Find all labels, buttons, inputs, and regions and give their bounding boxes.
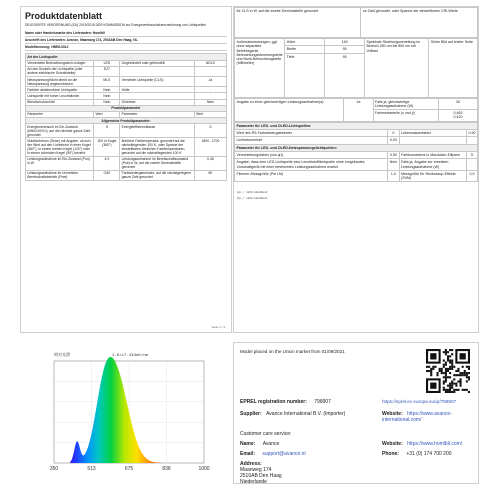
general-cell: 80 <box>194 170 226 180</box>
address-label: Address: <box>240 461 262 467</box>
spectrum-scale: 1.0×17.4X4eK/nm <box>112 354 149 358</box>
type-cell: Ungebündelt oder gebündelt: <box>120 60 194 66</box>
type-cell: MLS <box>94 76 120 86</box>
mains-cell: 5 <box>466 151 477 158</box>
name-value: Avance <box>262 441 280 447</box>
eprel-link[interactable]: https://eprel.ec.europa.eu/qr/798907 <box>382 399 457 404</box>
param-header-2: Wert <box>94 111 120 117</box>
website-row <box>382 411 474 423</box>
qr-code-icon[interactable] <box>426 349 470 393</box>
type-cell: Nein <box>94 99 120 105</box>
continuation-table <box>234 7 478 38</box>
general-row <box>26 124 227 138</box>
spectrum-tick-label: 675 <box>124 466 134 472</box>
led-row <box>235 137 478 144</box>
general-cell: 0,50 <box>94 170 120 180</box>
general-cell: Energieeffizienzklasse <box>120 124 194 138</box>
name-label: Name: <box>240 441 256 447</box>
mains-cell: 0,50 <box>388 151 399 158</box>
general-row <box>26 156 227 170</box>
datasheet-page-2 <box>233 6 479 333</box>
general-cell: 300 in Kugel (360°) <box>94 138 120 156</box>
type-cell: E27 <box>94 66 120 76</box>
mains-cell: 0,9 <box>466 170 477 182</box>
led-row <box>235 130 478 137</box>
type-cell: LED <box>94 60 120 66</box>
phone-value: +31 (0) 174 700 200 <box>406 451 452 457</box>
general-cell: 4,9 <box>94 156 120 170</box>
general-cell: ähnliche Farbtemperatur, gerundet auf die nächstliegenden 100 K, oder Spanne der einstellbaren ähnlichen Farbtemperaturen, gerundet auf die nächstliegenden 100 K <box>120 138 194 156</box>
eprel-reg-label: EPREL registration number: <box>240 399 307 405</box>
spectrum-plot <box>20 345 232 483</box>
general-cell: Leistungsaufnahme im vernetzten Bereitschaftsbetrieb (Pnet) <box>26 170 94 180</box>
type-cell: Hülle: <box>120 87 194 93</box>
dim-width-label: Breite <box>285 46 325 53</box>
general-cell: Leistungsaufnahme im Bereitschaftszustand (Psb) in W, auf die zweite Dezimalstelle gerundet <box>120 156 194 170</box>
supplier-value: Avance International B.V. (Importer) <box>266 411 346 417</box>
address-line: Anschrift des Lieferanten: Avance, Maanweg 174, 2516AB Den Haag, NL <box>25 37 227 44</box>
param-section-heading: Produktparameter <box>26 105 227 111</box>
website-label: Website: <box>382 411 403 417</box>
address-block <box>240 461 282 484</box>
spectrum-tick-label: 1000 <box>198 466 210 472</box>
general-cell: Energieverbrauch im Ein-Zustand (kWh/1000 h), auf die nächste ganze Zahl gerundet <box>26 124 94 138</box>
mains-cell: 1,0 <box>388 170 399 182</box>
type-cell: Nein <box>94 93 120 99</box>
mains-cell: Messgröße für Stroboskop-Effekte (SVM) <box>399 170 466 182</box>
mains-cell: Verschiebungsfaktor (cos φ1) <box>235 151 388 158</box>
general-cell: Farbwiedergabeindex, auf die nächstgelegene ganze Zahl gerundet <box>120 170 194 180</box>
dim-width-value: 95 <box>325 46 365 53</box>
type-cell: - <box>194 87 226 93</box>
type-cell: NDLS <box>194 60 226 66</box>
mains-cell: Falls ja, Angabe zur ersetzten Leistungsaufnahme (W) <box>399 159 466 171</box>
general-cell: Nutzlichtstrom (Φuse) mit Angabe, ob sich der Wert auf den Lichtstrom in einer Kugel (360°), in einem breiten Kegel (120°) oder in einem schmalen Kegel (90°) bezieht <box>26 138 94 156</box>
spectral-label: Spektrale Strahlungsverteilung im Bereich 250 nm bis 800 nm bei Volllast <box>364 39 428 98</box>
dim-height-label: Höhe <box>285 39 325 46</box>
mains-row <box>235 170 478 182</box>
led-section-heading: Parameter für LED- und OLED-Lichtquellen: <box>235 122 478 129</box>
type-cell: Farblich abstimmbare Lichtquelle: <box>26 87 94 93</box>
led-cell <box>399 137 466 144</box>
address-line-2: 2516AB Den Haag <box>240 473 282 479</box>
type-cell: Art des Sockels der Lichtquelle (oder andere elektrische Schnittstelle): <box>26 66 94 76</box>
light-source-type-table <box>25 53 227 181</box>
led-cell: Wert des R9-Farbwiedergabeindex <box>235 130 388 137</box>
regulation-text: DELEGIERTE VERORDNUNG (EU) 2019/2015 DER KOMMISSION zur Energieverbrauchskennzeichnung von Lichtquellen <box>25 23 206 27</box>
dimensions-table <box>234 38 478 98</box>
dim-depth-label: Tiefe <box>285 53 325 97</box>
led-cell: Lichtstromerhalt <box>235 137 388 144</box>
general-cell: Leistungsaufnahme im Ein-Zustand (Pon) in W <box>26 156 94 170</box>
spectrum-ticks <box>50 466 210 472</box>
address-line-3: Niederlande <box>240 479 267 484</box>
spectrum-tick-label: 513 <box>87 466 96 472</box>
chroma-label: Farbwertanteile (x und y) <box>373 110 439 122</box>
type-cell: Blendschutzschild: <box>26 99 94 105</box>
website2-row <box>382 441 462 447</box>
type-cell: Netzspannung/Nicht direkt an die Netzspannung angeschlossen: <box>26 76 94 86</box>
cri-rounding-label: ze Zahl gerundet, oder Spanne der einstellbaren CRI-Werte <box>361 8 478 38</box>
website2-value[interactable]: https://www.homlbli.com/ <box>407 441 463 447</box>
footnote-b: (b) „-“: nicht zutreffend; <box>237 196 268 201</box>
type-cell: Nein <box>94 87 120 93</box>
led-cell: 0 <box>388 130 399 137</box>
mains-cell: Angabe, dass eine LED-Lichtquelle eine Leuchtstofflichtquelle ohne eingebautes Vorschaltgerät mit einer bestimmten Leistungsaufnahme ersetzt. <box>235 159 388 171</box>
spectrum-tick-label: 350 <box>49 466 59 472</box>
mains-row <box>235 151 478 158</box>
type-cell: Nein <box>194 99 226 105</box>
placed-on-market: Model placed on the Union market from 01/09/2021 <box>240 349 345 354</box>
led-cell: Lebensdauerfaktor <box>399 130 466 137</box>
cls-power-label: für CLS in W, auf die zweite Dezimalstelle gerundet <box>235 8 361 38</box>
type-cell: Dimmbar: <box>120 99 194 105</box>
chroma-values <box>439 110 478 122</box>
type-row <box>26 66 227 76</box>
mains-cell: Farbkonsistenz in MacAdam-Ellipsen <box>399 151 466 158</box>
equivalence-table <box>234 98 478 122</box>
supplier-label: Supplier: <box>240 411 262 417</box>
datasheet-title: Produktdatenblatt <box>25 11 103 21</box>
customer-care-label: Customer care service: <box>240 431 292 437</box>
dim-depth-value: 95 <box>325 53 365 97</box>
spectral-value: Siehe Bild auf letzter Seite <box>429 39 478 98</box>
type-cell: Verwendete Beleuchtungstech-nologie: <box>26 60 94 66</box>
general-section-heading: Allgemeine Produktparameter: <box>26 118 227 124</box>
chroma-x: 0,463 <box>453 111 463 116</box>
website-value[interactable]: https://www.avance-international.com/ <box>382 411 452 423</box>
footnote-a: (a) „-“: nicht zutreffend; <box>237 190 268 195</box>
general-row <box>26 170 227 180</box>
email-value[interactable]: support@avance.nl <box>262 451 306 457</box>
mains-row <box>235 159 478 171</box>
type-row <box>26 76 227 86</box>
equiv-value: Ja <box>344 98 373 121</box>
phone-row <box>382 451 452 457</box>
chroma-y: 0,420 <box>453 115 463 120</box>
eprel-reg-value: 798907 <box>314 399 331 405</box>
datasheet-page-1 <box>20 6 232 333</box>
param-header-3: Parameter <box>120 111 194 117</box>
general-cell: 1800...2700 <box>194 138 226 156</box>
spectrum-title: 相对光谱 <box>54 352 70 357</box>
led-table <box>234 122 478 183</box>
eprel-reg-row <box>240 399 331 405</box>
email-row <box>240 451 306 457</box>
type-cell <box>194 66 226 76</box>
spectrum-panel <box>20 345 232 483</box>
equiv-power-value: 30 <box>439 98 478 110</box>
mains-cell: Flimmer-Messgröße (Pst LM) <box>235 170 388 182</box>
address-line-1: Maanweg 174 <box>240 467 272 473</box>
mains-cell: Nein <box>388 159 399 171</box>
website2-label: Website: <box>382 441 403 447</box>
param-header-4: Wert <box>194 111 226 117</box>
name-row <box>240 441 279 447</box>
dim-height-value: 140 <box>325 39 365 46</box>
page-number: Seite 1 / 4 <box>211 325 225 329</box>
eprel-panel <box>233 342 479 484</box>
type-cell: Lichtquelle mit hoher Leuchtdichte: <box>26 93 94 99</box>
dimensions-label: Außenabmessungen, ggf. ohne separates Betriebsgerät, Beleuchtungssteuerungsteile und Nicht-Beleuchtungsteile (Millimeter) <box>235 39 285 98</box>
general-cell: 0,45 <box>194 156 226 170</box>
email-label: Email: <box>240 451 256 457</box>
phone-label: Phone: <box>382 451 399 457</box>
supplier-line: Name oder Handelsmarke des Lieferanten: Homlbli <box>25 30 227 37</box>
model-line: Modellkennung: HBE8-0312 <box>25 44 227 51</box>
general-row <box>26 138 227 156</box>
led-mains-section-heading: Parameter für LED- und OLED-Netzspannungslichtquellen: <box>235 144 478 151</box>
equiv-power-label: Falls ja, gleichwertige Leistungsaufnahme (W) <box>373 98 439 110</box>
general-cell: 5 <box>94 124 120 138</box>
spectrum-tick-label: 838 <box>162 466 171 472</box>
led-cell: 0,90 <box>466 130 477 137</box>
type-cell <box>120 66 194 76</box>
type-section-heading: Art der Lichtquelle: <box>26 54 227 60</box>
supplier-row <box>240 411 378 417</box>
type-cell: Vernetzte Lichtquelle (CLS): <box>120 76 194 86</box>
general-cell: G <box>194 124 226 138</box>
param-header-1: Parameter <box>26 111 94 117</box>
led-cell <box>466 137 477 144</box>
equiv-label: Angabe zu einer gleichwertigen Leistungsaufnahme(a) <box>235 98 344 121</box>
type-cell: Ja <box>194 76 226 86</box>
led-cell: 0,93 <box>388 137 399 144</box>
mains-cell: - <box>466 159 477 171</box>
